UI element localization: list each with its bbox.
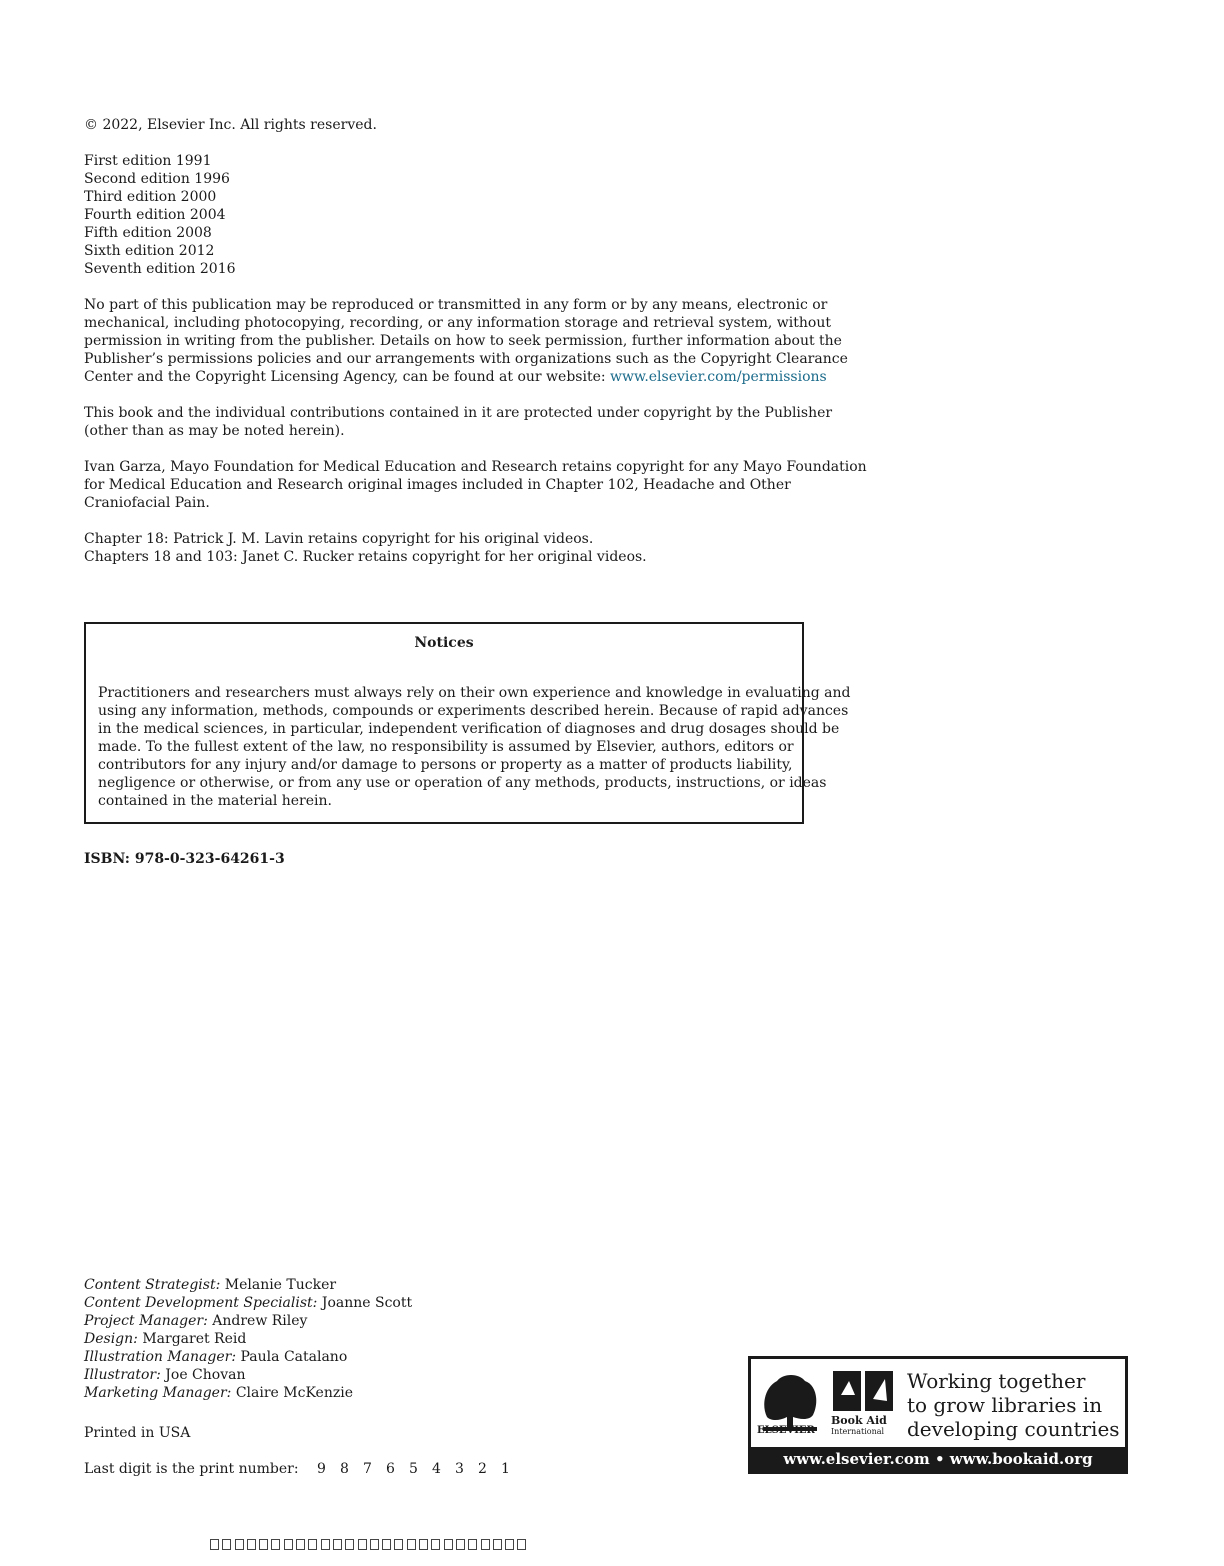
credit-name: Andrew Riley bbox=[207, 1313, 308, 1329]
credit-line bbox=[84, 1294, 804, 1312]
permissions-link[interactable]: www.elsevier.com/permissions bbox=[610, 369, 827, 385]
notice-line: contributors for any injury and/or damage to persons or property as a matter of products liability, bbox=[98, 757, 793, 773]
missing-glyph-box bbox=[493, 1539, 502, 1550]
notice-line: in the medical sciences, in particular, independent verification of diagnoses and drug dosages should be bbox=[98, 721, 840, 737]
notice-line: negligence or otherwise, or from any use or operation of any methods, products, instructions, or ideas bbox=[98, 775, 827, 791]
missing-glyph-box bbox=[468, 1539, 477, 1550]
paragraph-line: Craniofacial Pain. bbox=[84, 495, 210, 511]
missing-glyph-box bbox=[382, 1539, 391, 1550]
print-digit: 3 bbox=[455, 1461, 464, 1477]
missing-glyph-box bbox=[284, 1539, 293, 1550]
print-digit: 8 bbox=[340, 1461, 349, 1477]
chapter-note: Chapters 18 and 103: Janet C. Rucker retains copyright for her original videos. bbox=[84, 549, 647, 565]
missing-glyph-box bbox=[308, 1539, 317, 1550]
missing-glyph-box bbox=[481, 1539, 490, 1550]
missing-glyph-box bbox=[235, 1539, 244, 1550]
credit-name: Joe Chovan bbox=[160, 1367, 246, 1383]
missing-glyph-box bbox=[394, 1539, 403, 1550]
paragraph-line: permission in writing from the publisher. Details on how to seek permission, further information about the bbox=[84, 333, 842, 349]
bookaid-tagline bbox=[907, 1369, 1127, 1441]
elsevier-label: ELSEVIER bbox=[757, 1425, 815, 1436]
isbn: ISBN: 978-0-323-64261-3 bbox=[84, 851, 285, 867]
credit-role: Content Development Specialist: bbox=[84, 1295, 318, 1311]
notice-line: contained in the material herein. bbox=[98, 793, 332, 809]
credit-role: Project Manager: bbox=[84, 1313, 208, 1329]
missing-glyph-box bbox=[271, 1539, 280, 1550]
tagline-line: Working together bbox=[907, 1369, 1086, 1393]
print-number-line bbox=[84, 1460, 804, 1478]
missing-glyph-box bbox=[296, 1539, 305, 1550]
paragraph-line: Ivan Garza, Mayo Foundation for Medical Education and Research retains copyright for any Mayo Foundation bbox=[84, 459, 867, 475]
missing-glyph-box bbox=[333, 1539, 342, 1550]
edition-line: Sixth edition 2012 bbox=[84, 243, 215, 259]
edition-line: Second edition 1996 bbox=[84, 171, 230, 187]
edition-history bbox=[84, 152, 804, 278]
bookaid-logo bbox=[833, 1371, 895, 1415]
missing-glyph-box bbox=[505, 1539, 514, 1550]
bookaid-label: Book Aid bbox=[831, 1414, 887, 1427]
credit-role: Illustrator: bbox=[84, 1367, 161, 1383]
missing-glyph-box bbox=[407, 1539, 416, 1550]
copyright-text: © 2022, Elsevier Inc. All rights reserved. bbox=[84, 117, 377, 133]
credit-role: Marketing Manager: bbox=[84, 1385, 232, 1401]
tagline-line: to grow libraries in bbox=[907, 1393, 1103, 1417]
copyright-line bbox=[84, 116, 804, 134]
credit-name: Paula Catalano bbox=[236, 1349, 348, 1365]
paragraph-line: No part of this publication may be reproduced or transmitted in any form or by any means, electronic or bbox=[84, 297, 828, 313]
production-credits bbox=[84, 1276, 804, 1402]
notice-line: Practitioners and researchers must always rely on their own experience and knowledge in evaluating and bbox=[98, 685, 851, 701]
mayo-paragraph bbox=[84, 458, 867, 512]
missing-glyph-box bbox=[517, 1539, 526, 1550]
print-number-label: Last digit is the print number: bbox=[84, 1461, 299, 1477]
credit-name: Margaret Reid bbox=[137, 1331, 247, 1347]
bookaid-sub-label: International bbox=[831, 1427, 885, 1436]
bookaid-banner bbox=[748, 1356, 1128, 1474]
missing-glyph-box bbox=[419, 1539, 428, 1550]
paragraph-line: Publisher’s permissions policies and our arrangements with organizations such as the Copyright Clearance bbox=[84, 351, 848, 367]
credit-line bbox=[84, 1384, 804, 1402]
credit-line bbox=[84, 1276, 804, 1294]
print-digit: 5 bbox=[409, 1461, 418, 1477]
print-digit: 6 bbox=[386, 1461, 395, 1477]
notice-line: made. To the fullest extent of the law, no responsibility is assumed by Elsevier, authors, editors or bbox=[98, 739, 794, 755]
missing-glyph-box bbox=[456, 1539, 465, 1550]
missing-glyph-box bbox=[321, 1539, 330, 1550]
missing-glyph-box bbox=[345, 1539, 354, 1550]
paragraph-line: mechanical, including photocopying, recording, or any information storage and retrieval system, without bbox=[84, 315, 831, 331]
paragraph-line: for Medical Education and Research original images included in Chapter 102, Headache and Other bbox=[84, 477, 791, 493]
notices-box bbox=[84, 622, 851, 824]
missing-glyph-box bbox=[210, 1539, 219, 1550]
credit-role: Design: bbox=[84, 1331, 138, 1347]
paragraph-line: (other than as may be noted herein). bbox=[84, 423, 345, 439]
missing-glyph-box bbox=[358, 1539, 367, 1550]
permissions-paragraph bbox=[84, 296, 848, 386]
notices-title: Notices bbox=[414, 635, 474, 651]
edition-line: Seventh edition 2016 bbox=[84, 261, 236, 277]
print-digit: 1 bbox=[501, 1461, 510, 1477]
print-digit: 2 bbox=[478, 1461, 487, 1477]
print-digit: 7 bbox=[363, 1461, 372, 1477]
paragraph-text: Center and the Copyright Licensing Agency, can be found at our website: bbox=[84, 369, 611, 385]
credit-name: Joanne Scott bbox=[317, 1295, 413, 1311]
bookaid-footer-urls: www.elsevier.com • www.bookaid.org bbox=[751, 1447, 1125, 1471]
edition-line: Fourth edition 2004 bbox=[84, 207, 226, 223]
credit-name: Melanie Tucker bbox=[220, 1277, 337, 1293]
protection-paragraph bbox=[84, 404, 833, 440]
missing-glyph-box bbox=[444, 1539, 453, 1550]
paragraph-line: This book and the individual contributions contained in it are protected under copyright by the Publisher bbox=[84, 405, 833, 421]
missing-glyph-row bbox=[210, 1535, 530, 1549]
edition-line: First edition 1991 bbox=[84, 153, 212, 169]
print-digit: 4 bbox=[432, 1461, 441, 1477]
credit-line bbox=[84, 1312, 804, 1330]
video-copyright-notes bbox=[84, 530, 804, 566]
notices-body bbox=[98, 684, 851, 810]
missing-glyph-box bbox=[222, 1539, 231, 1550]
missing-glyph-box bbox=[259, 1539, 268, 1550]
print-digits bbox=[317, 1461, 524, 1477]
missing-glyph-box bbox=[247, 1539, 256, 1550]
printed-in: Printed in USA bbox=[84, 1425, 191, 1441]
paragraph-line bbox=[84, 368, 827, 386]
credit-role: Content Strategist: bbox=[84, 1277, 221, 1293]
edition-line: Fifth edition 2008 bbox=[84, 225, 212, 241]
print-digit: 9 bbox=[317, 1461, 326, 1477]
chapter-note: Chapter 18: Patrick J. M. Lavin retains copyright for his original videos. bbox=[84, 531, 594, 547]
tagline-line: developing countries bbox=[907, 1417, 1120, 1441]
credit-line bbox=[84, 1348, 804, 1366]
credit-line bbox=[84, 1366, 804, 1384]
notice-line: using any information, methods, compounds or experiments described herein. Because of rapid advances bbox=[98, 703, 849, 719]
edition-line: Third edition 2000 bbox=[84, 189, 217, 205]
credit-line bbox=[84, 1330, 804, 1348]
missing-glyph-box bbox=[370, 1539, 379, 1550]
credit-name: Claire McKenzie bbox=[231, 1385, 353, 1401]
credit-role: Illustration Manager: bbox=[84, 1349, 237, 1365]
missing-glyph-box bbox=[431, 1539, 440, 1550]
